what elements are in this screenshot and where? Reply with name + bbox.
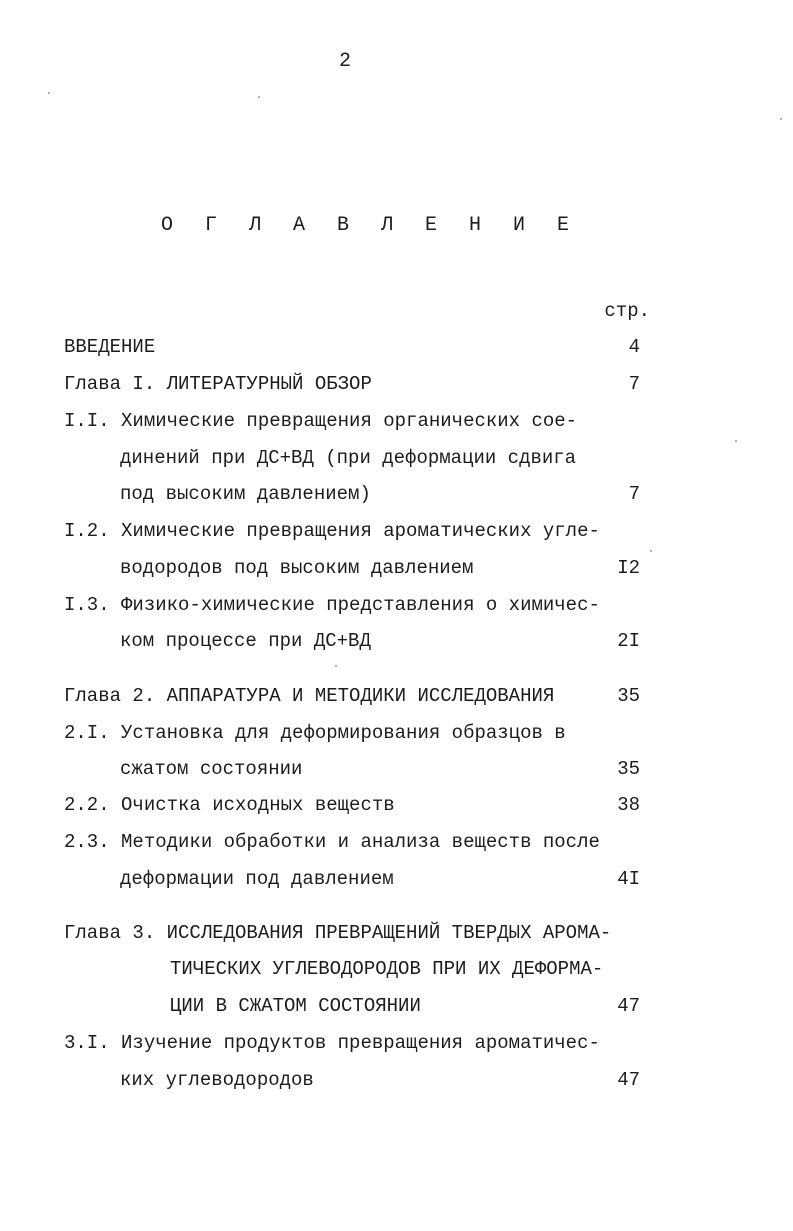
toc-entry-intro: ВВЕДЕНИЕ <box>64 336 156 358</box>
page-column-label: стр. <box>604 300 650 322</box>
scan-speck <box>650 550 652 552</box>
toc-entry-2-2: 2.2. Очистка исходных веществ <box>64 794 395 816</box>
toc-page-chapter-2: 35 <box>617 685 640 707</box>
scan-speck <box>335 665 337 667</box>
scan-speck <box>780 118 782 120</box>
toc-page-chapter-3: 47 <box>617 995 640 1017</box>
toc-entry-1-3-cont: ком процессе при ДС+ВД <box>120 630 371 652</box>
toc-entry-chapter-3-cont: ЦИИ В СЖАТОМ СОСТОЯНИИ <box>170 995 421 1017</box>
toc-page-2-3: 4I <box>617 868 640 890</box>
toc-entry-3-1-cont: ких углеводородов <box>120 1069 314 1091</box>
toc-page-2-1: 35 <box>617 758 640 780</box>
toc-page-1-2: I2 <box>617 557 640 579</box>
toc-page-2-2: 38 <box>617 794 640 816</box>
page-number: 2 <box>338 50 351 73</box>
toc-entry-chapter-3: Глава 3. ИССЛЕДОВАНИЯ ПРЕВРАЩЕНИЙ ТВЕРДЫХ АРОМА- <box>64 922 612 944</box>
toc-entry-chapter-2: Глава 2. АППАРАТУРА И МЕТОДИКИ ИССЛЕДОВАНИЯ <box>64 685 555 707</box>
toc-page-1-3: 2I <box>617 630 640 652</box>
toc-entry-2-3: 2.3. Методики обработки и анализа веществ после <box>64 831 600 853</box>
toc-entry-chapter-1: Глава I. ЛИТЕРАТУРНЫЙ ОБЗОР <box>64 373 372 395</box>
toc-title: О Г Л А В Л Е Н И Е <box>160 214 580 237</box>
toc-entry-1-1-cont: динений при ДС+ВД (при деформации сдвига <box>120 447 577 469</box>
toc-page-3-1: 47 <box>617 1069 640 1091</box>
scan-speck <box>258 96 260 98</box>
toc-entry-1-3: I.3. Физико-химические представления о химичес- <box>64 594 600 616</box>
toc-page-chapter-1: 7 <box>628 373 640 395</box>
toc-entry-2-3-cont: деформации под давлением <box>120 868 394 890</box>
toc-entry-1-1-cont: под высоким давлением) <box>120 483 371 505</box>
toc-page-1-1: 7 <box>628 483 640 505</box>
toc-entry-2-1-cont: сжатом состоянии <box>120 758 303 780</box>
scan-speck <box>48 92 50 94</box>
toc-entry-1-2: I.2. Химические превращения ароматических угле- <box>64 520 600 542</box>
toc-entry-chapter-3-cont: ТИЧЕСКИХ УГЛЕВОДОРОДОВ ПРИ ИХ ДЕФОРМА- <box>170 958 604 980</box>
toc-entry-2-1: 2.I. Установка для деформирования образцов в <box>64 722 566 744</box>
toc-entry-1-2-cont: водородов под высоким давлением <box>120 557 474 579</box>
toc-entry-3-1: 3.I. Изучение продуктов превращения ароматичес- <box>64 1032 600 1054</box>
scan-speck <box>735 440 737 442</box>
toc-entry-1-1: I.I. Химические превращения органических сое- <box>64 410 578 432</box>
toc-page-intro: 4 <box>628 336 640 358</box>
